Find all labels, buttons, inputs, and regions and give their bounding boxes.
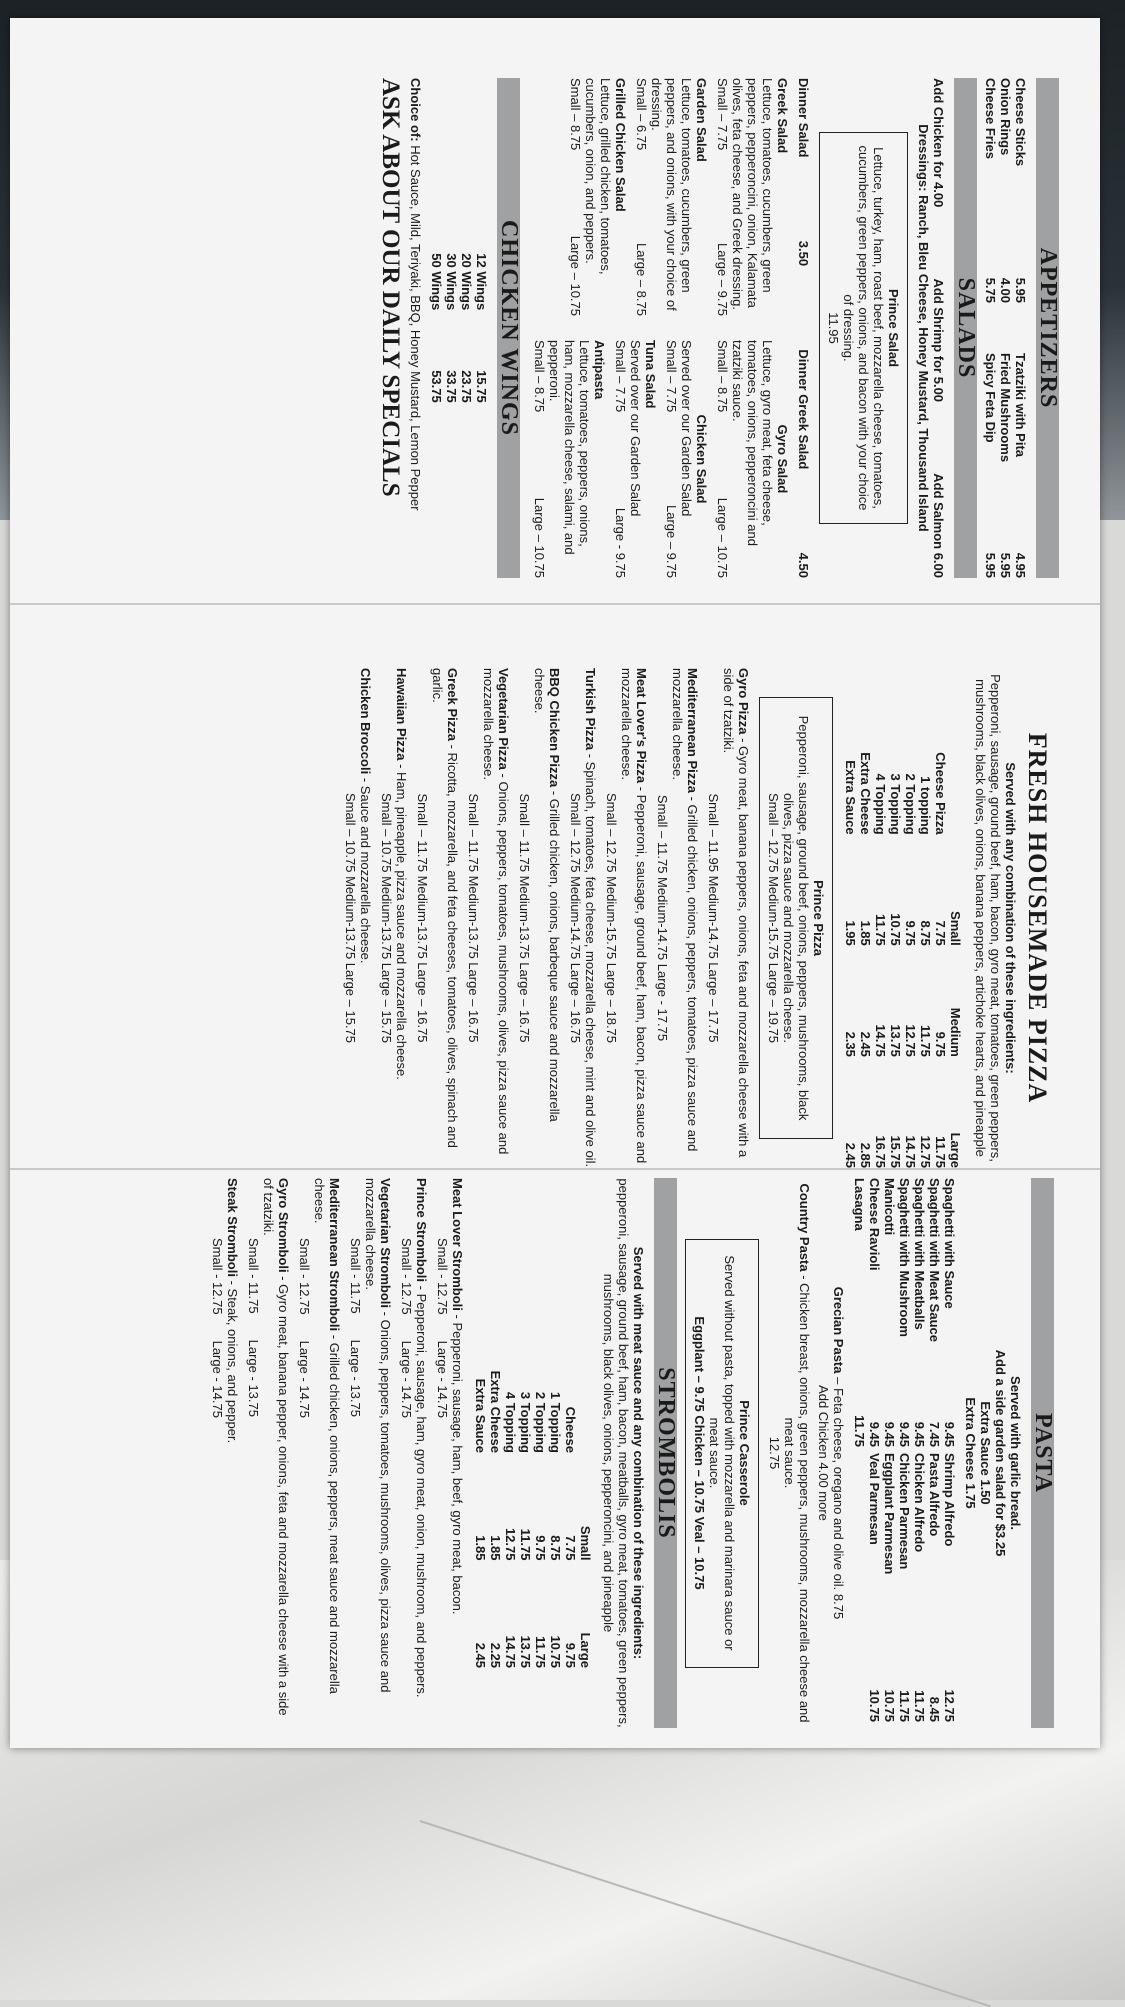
salad-item: Grilled Chicken Salad Lettuce, grilled chicken, tomatoes, cucumbers, onion, and peppers. Small – 8.75 Large – 10.75 [568,78,628,316]
appetizer-item: Cheese Fries 5.75 [983,78,998,303]
stromboli-intro: pepperoni, sausage, ground beef, ham, bacon, meatballs, gyro meat, tomatoes, green peppers, mushrooms, black olives, onions, pepperoncini, and pineapple [601,1178,631,1728]
pizza-special: Gyro Pizza - Gyro meat, banana peppers, onions, feta and mozzarella cheese with a side of tzatziki. Small – 11.95 Medium-14.75 Large – 17.75 [706,668,751,1158]
salad-addons: Add Chicken for 4.00 Add Shrimp for 5.00 Add Salmon 6.00 [931,78,946,578]
appetizer-item: Fried Mushrooms 5.95 [998,353,1013,578]
wings-sauces: Choice of: Hot Sauce, Mild, Teriyaki, BBQ, Honey Mustard, Lemon Pepper [408,78,423,511]
pizza-special: Greek Pizza - Ricotta, mozzarella, and feta cheeses, tomatoes, olives, spinach and garlic. Small – 11.75 Medium-13.75 Large – 16.75 [415,668,460,1148]
pizza-intro-heading: Served with any combination of these ingredients: [1003,762,1018,1074]
pizza-title: FRESH HOUSEMADE PIZZA [1023,732,1052,1104]
appetizer-item: Tzatziki with Pita 4.95 [1013,353,1028,578]
wings-title: CHICKEN WINGS [497,78,520,578]
panel-pizza [45,668,1055,1168]
strombolis-title: STROMBOLIS [654,1178,677,1728]
panel-appetizers-salads-wings [55,78,1065,578]
pasta-title: PASTA [1031,1178,1054,1728]
grecian-pasta: Grecian Pasta – Feta cheese, oregano and olive oil. 8.75 Add Chicken 4.00 more [816,1286,846,1620]
daily-specials: ASK ABOUT OUR DAILY SPECIALS [377,78,404,497]
appetizer-item: Onion Rings 4.00 [998,78,1013,303]
salad-item: Gyro Salad Lettuce, gyro meat, feta cheese, tomatoes, onions, pepperoncini and tzatziki sauce. Small – 8.75 Large – 10.75 [715,340,790,578]
stromboli-price-table: Small Large Cheese 7.75 9.75 1 Topping 8.75 10.75 2 Topping 9.75 11.75 3 Topping 11.75 13.75 4 Topping 12.75 14.75 Extra Cheese 1.85 2.25 Extra Sauce 1.85 2.45 [473,1370,593,1668]
pasta-price-table: Spaghetti with Sauce 9.45 Shrimp Alfredo 12.75 Spaghetti with Meat Sauce 7.45 Pasta Alfredo 8.45 Spaghetti with Meatballs 9.45 Chicken Alfredo 11.75 Spaghetti with Mushroom 9.45 Chicken Parmesan 11.75 Manicotti 9.45 Eggplant Parmesan 10.75 Cheese Ravioli 9.45 Veal Parmesan 10.75 Lasagna 11.75 [852,1178,957,1722]
appetizer-item: Spicy Feta Dip 5.95 [983,353,998,578]
menu-sheet [10,18,1100,1748]
stromboli-special: Prince Stromboli - Pepperoni, sausage, ham, gyro meat, onion, mushroom, and peppers. Small - 12.75 Large - 14.75 [399,1178,429,1698]
salad-columns [526,78,796,578]
prince-casserole-box: Prince Casserole Served without pasta, topped with mozzarella and marinara sauce or meat sauce. Eggplant – 9.75 Chicken – 10.75 Veal – 10.75 [685,1239,759,1668]
prince-salad-box: Prince Salad Lettuce, turkey, ham, roast beef, mozzarella cheese, tomatoes, cucumbers, green peppers, onions, and bacon with your choice of dressing. 11.95 [819,132,908,524]
stromboli-special: Meat Lover Stromboli - Pepperoni, sausage, ham, beef, gyro meat, bacon. Small - 12.75 Large - 14.75 [435,1178,465,1615]
stromboli-special: Vegetarian Stromboli - Onions, peppers, tomatoes, mushrooms, olives, pizza sauce and mozzarella cheese. Small - 11.75 Large - 13.75 [348,1178,393,1693]
stromboli-intro-heading: Served with meat sauce and any combination of these ingredients: [631,1246,646,1660]
pizza-special: Vegetarian Pizza - Onions, peppers, tomatoes, mushrooms, olives, pizza sauce and mozzarella cheese. Small – 11.75 Medium-13.75 Large – 16.75 [466,668,511,1155]
pizza-special: Meat Lover's Pizza - Pepperoni, sausage, ground beef, ham, bacon, pizza sauce and mozzarella cheese. Small – 12.75 Medium-15.75 Large – 18.75 [604,668,649,1164]
pizza-special: Turkish Pizza - Spinach, tomatoes, feta cheese, mozzarella cheese, mint and olive oil. Small – 12.75 Medium-14.75 Large – 16.75 [568,668,598,1168]
appetizer-item: Cheese Sticks 5.95 [1013,78,1028,303]
pizza-special: Chicken Broccoli - Sauce and mozzarella cheese. Small – 10.75 Medium-13.75 Large – 15.75 [343,668,373,1044]
stromboli-special: Mediterranean Stromboli - Grilled chicken, onions, peppers, meat sauce and mozzarella cheese. Small - 12.75 Large - 14.75 [297,1178,342,1694]
salad-item: Chicken Salad Served over our Garden Salad Small – 7.75 Large – 9.75 [664,340,709,578]
panel-pasta-strombolis [50,1178,1060,1728]
pizza-special: Hawaiian Pizza - Ham, pineapple, pizza sauce and mozzarella cheese. Small – 10.75 Medium-13.75 Large – 15.75 [379,668,409,1080]
salad-item: Tuna Salad Served over our Garden Salad Small – 7.75 Large - 9.75 [613,340,658,578]
country-pasta: Country Pasta - Chicken breast, onions, green peppers, mushrooms, mozzarella cheese and meat sauce. 12.75 [767,1183,812,1723]
salad-item: Antipasta Lettuce, tomatoes, peppers, onions, ham, mozzarella cheese, salami, and pepperoni. Small – 8.75 Large – 10.75 [532,340,607,578]
salad-item: Garden Salad Lettuce, tomatoes, cucumbers, green peppers, and onions, with your choice of dressing. Small – 6.75 Large – 8.75 [634,78,709,316]
pizza-price-table: Small Medium Large Cheese Pizza 7.75 9.75 11.75 1 topping 8.75 11.75 12.75 2 Topping 9.75 12.75 14.75 3 Topping 10.75 13.75 15.75 4 Topping 11.75 14.75 16.75 Extra Cheese 1.85 2.45 2.85 Extra Sauce 1.95 2.35 2.45 [843,752,963,1168]
dinner-salads: Dinner Salad 3.50 Dinner Greek Salad 4.50 [796,78,811,578]
salads-title: SALADS [954,78,977,578]
salad-item: Greek Salad Lettuce, tomatoes, cucumbers, green peppers, pepperoncini, onion, Kalamata olives, feta cheese, and Greek dressing. Small – 7.75 Large – 9.75 [715,78,790,316]
pizza-special: BBQ Chicken Pizza - Grilled chicken, onions, barbeque sauce and mozzarella cheese. Small – 11.75 Medium-13.75 Large – 16.75 [517,668,562,1122]
prince-pizza-box: Prince Pizza Pepperoni, sausage, ground beef, onions, peppers, mushrooms, black olives, pizza sauce and mozzarella cheese. Small – 12.75 Medium-15.75 Large – 19.75 [759,697,833,1139]
wings-list: 12 Wings 20 Wings 30 Wings 50 Wings 15.75 23.75 33.75 53.75 [429,253,489,403]
stromboli-special: Steak Stromboli - Steak, onions, and pepper. Small - 12.75 Large - 14.75 [210,1178,240,1444]
fold-line [10,603,1100,605]
salad-dressings: Dressings: Ranch, Bleu Cheese, Honey Mustard, Thousand Island [916,124,931,532]
appetizers-title: APPETIZERS [1036,78,1059,578]
stromboli-special: Gyro Stromboli - Gyro meat, banana pepper, onions, feta and mozzarella cheese with a side of tzatziki. Small - 11.75 Large - 13.75 [246,1178,291,1716]
pizza-special: Mediterranean Pizza - Grilled chicken, onions, peppers, tomatoes, pizza sauce and mozzarella cheese. Small – 11.75 Medium-14.75 Large - 17.75 [655,668,700,1152]
pasta-intro: Served with garlic bread. Add a side garden salad for $3.25 Extra Sauce 1.50 Extra Cheese 1.75 [963,1349,1023,1557]
pizza-intro: Pepperoni, sausage, ground beef, ham, bacon, gyro meat, tomatoes, green peppers, mushrooms, black olives, onions, banana peppers, artichoke hearts, and pineapple [973,674,1003,1162]
appetizers-list [983,78,1028,578]
fold-line [10,1168,1100,1170]
